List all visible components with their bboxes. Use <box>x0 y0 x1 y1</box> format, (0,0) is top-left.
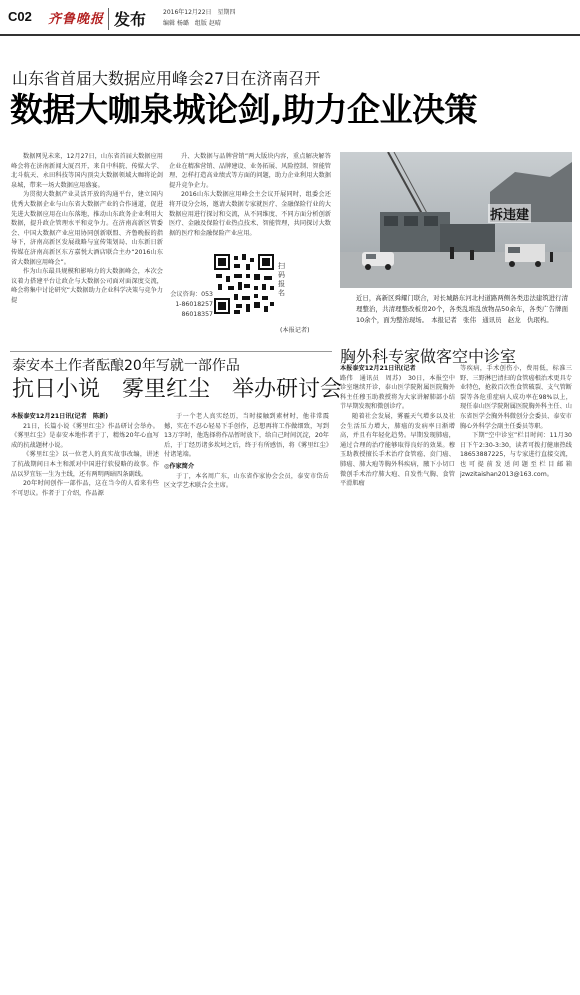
paragraph: 作为山东最具规模和影响力的大数据峰会，本次会议着力搭建平台让政企与大数据公司面对面深度交流，峰会将集中讨论研究“大数据助力企业科学决策与竞争力提 <box>11 268 163 304</box>
article-2-rule <box>10 351 332 352</box>
paragraph: 为贯彻大数据产业灵活开放的沟通平台，建立国内优秀大数据企业与山东省大数据产业的合作通道，促进先进大数据应用在山东落地，推动山东政务企业利用大数据，提升政企管理水平和竞争力。在济南高新区管委会、中国大数据产业应用协同创新联盟、齐鲁晚报的指导下，济南高新区发展战略与宣传策划局、山东新日新传媒在济南高新区东方嘉悦大酒店联合主办“2016山东省大数据应用峰会”。 <box>11 191 163 266</box>
demolition-scene <box>340 152 572 288</box>
article-3-headline: 胸外科专家做客空中诊室 <box>340 347 517 366</box>
paragraph: 等疾病，手术创伤小，费用低，标准三野、三野淋巴清扫的食管癌根治术更具专业特色，抢救百次性食管破裂、支气管断裂等各危重症病人成功率在98%以上，现任泰山医学院附属医院胸外科主任、山东省医学会胸外科微创分会委员、泰安市胸心外科学会副主任委员等职。 <box>460 365 572 430</box>
photo-caption: 近日，高新区舜耀门联合，对长城路东河北村道路两侧各类违法建筑进行清理整治，共清理整改板房20个，各类乱堆乱放物品50余车，各类广告牌面10余个，面为整治现场。 本报记者 张伟 通讯员 赵龙 仇珉构。 <box>356 294 568 324</box>
article-3-column-2 <box>460 364 572 544</box>
photo-overlay-label: 拆违建 <box>488 204 531 223</box>
article-1-contact-text: 会议咨询：0531-86018257 86018357 <box>170 291 213 318</box>
paragraph: 于一个老人真实经历，当时接触到素材时，他非常震撼，实在不忍心轻易下手创作，总想再将工作做细致，写到13万字时，他选择将作品暂时放下，给自己时间沉淀，20年后，于丁经历诸多坎坷之后，终于有所感悟，将《雾里红尘》付诸笔端。 <box>164 413 329 459</box>
issue-date: 2016年12月22日 星期四 <box>163 9 236 16</box>
author-note: 于丁，本名周广东，山东省作家协会会员，泰安市岱岳区文学艺术联合会主席。 <box>164 472 329 490</box>
qr-code-image <box>212 252 276 316</box>
masthead-rule-thick <box>0 34 580 36</box>
paragraph: 20年时间创作一部作品，这在当今的人看来有些不可思议。作者于丁介绍，作品源 <box>11 480 159 497</box>
page-number: C02 <box>8 9 32 24</box>
paragraph: 《雾里红尘》以一位老人的真实故事改编，讲述了抗战期间日本主和派对中国进行软侵略的故事。作品以罗宜钰一生为主线，还有两明两暗四条副线。 <box>11 451 159 478</box>
article-1-credit: (本报记者) <box>280 327 310 334</box>
paragraph: 21日，长篇小说《雾里红尘》作品研讨会举办。《雾里红尘》是泰安本地作者于丁，精炼20年心血写成的抗战题材小说。 <box>11 422 159 449</box>
news-photo <box>340 152 572 288</box>
paragraph: 升、大数据与品牌营销”两大版块内容，重点解决解答企业在精准营销、品牌建设、业务拓展、风险控制、智能管理、怎样打造高业绩式等方面的问题，助力企业利用大数据提升竞争企力。 <box>169 153 331 189</box>
article-2-column-2 <box>164 412 329 522</box>
newspaper-logo: 齐鲁晚报 <box>48 12 105 27</box>
article-1-column-2 <box>169 152 331 250</box>
editors-line: 编辑 杨璐 组版 赵晴 <box>163 20 221 27</box>
article-2-column-1 <box>11 412 159 522</box>
article-1-headline: 数据大咖泉城论剑,助力企业决策 <box>10 90 478 129</box>
article-2-kicker: 泰安本土作者酝酿20年写就一部作品 <box>12 358 240 374</box>
blank-page-area <box>0 545 580 995</box>
byline: 本报泰安12月21日讯(记者 <box>340 365 416 372</box>
paragraph: 随着社会发展，雾霾天气增多以及社会生活压力增大，肺癌的发病率日渐增高，并且有年轻化趋势。早期发现肺癌，通过合理的治疗能够取得良好的效果。穆玉助教授擅长手术治疗食管癌、贲门癌、肺癌、肺大疱等胸外科疾病，腋下小切口微创手术治疗肺大疱、自发性气胸、食管平滑肌瘤 <box>340 412 455 488</box>
section-title: 发布 <box>114 10 147 29</box>
byline: 本报泰安12月21日讯(记者 陈新) <box>11 413 109 420</box>
article-2-headline: 抗日小说 雾里红尘 举办研讨会 <box>12 377 343 402</box>
article-3-column-1 <box>340 364 455 544</box>
logo-divider <box>108 8 109 30</box>
qr-code-graphic <box>212 252 276 316</box>
paragraph: 数据网见未来，12月27日，山东省首届大数据应用峰会将在济南新闻大厦召开，来自中科院、传媒大学、北斗航天、永田科技等国内顶尖大数据领域大咖将论剑泉城，带来一场大数据应用盛宴。 <box>11 153 163 189</box>
paragraph: 2016山东大数据应用峰会主会议开展同时，组委会还将开设分会场，邀请大数据专家就医疗、金融保险行业的大数据应用进行探讨和交流，从不同维度、不同方面分析创新医疗、金融及保险行业热点技术、智能管理，共同探讨大数据的医疗和金融保险产业应用。 <box>169 191 331 237</box>
qr-caption: 扫码报名 <box>278 262 285 297</box>
masthead <box>0 0 580 60</box>
author-note-title: ◎作家简介 <box>164 462 195 470</box>
article-1-kicker: 山东省首届大数据应用峰会27日在济南召开 <box>12 69 321 88</box>
article-1-column-1 <box>11 152 163 345</box>
paragraph: 下期“空中诊室”栏目时间：11月30日下午2:30-3:30，读者可拨打健康热线18653887225，与专家进行直接交流，也可提前发送问题至栏目邮箱jzwzitaishan2013@163.com。 <box>460 432 572 478</box>
paragraph: 路伟 通讯员 周苏) 30日，本报空中诊室继续开诊，泰山医学院附属医院胸外科主任穆玉助教授将为大家讲解肺部小结节早期发现和微创诊疗。 <box>340 374 455 411</box>
